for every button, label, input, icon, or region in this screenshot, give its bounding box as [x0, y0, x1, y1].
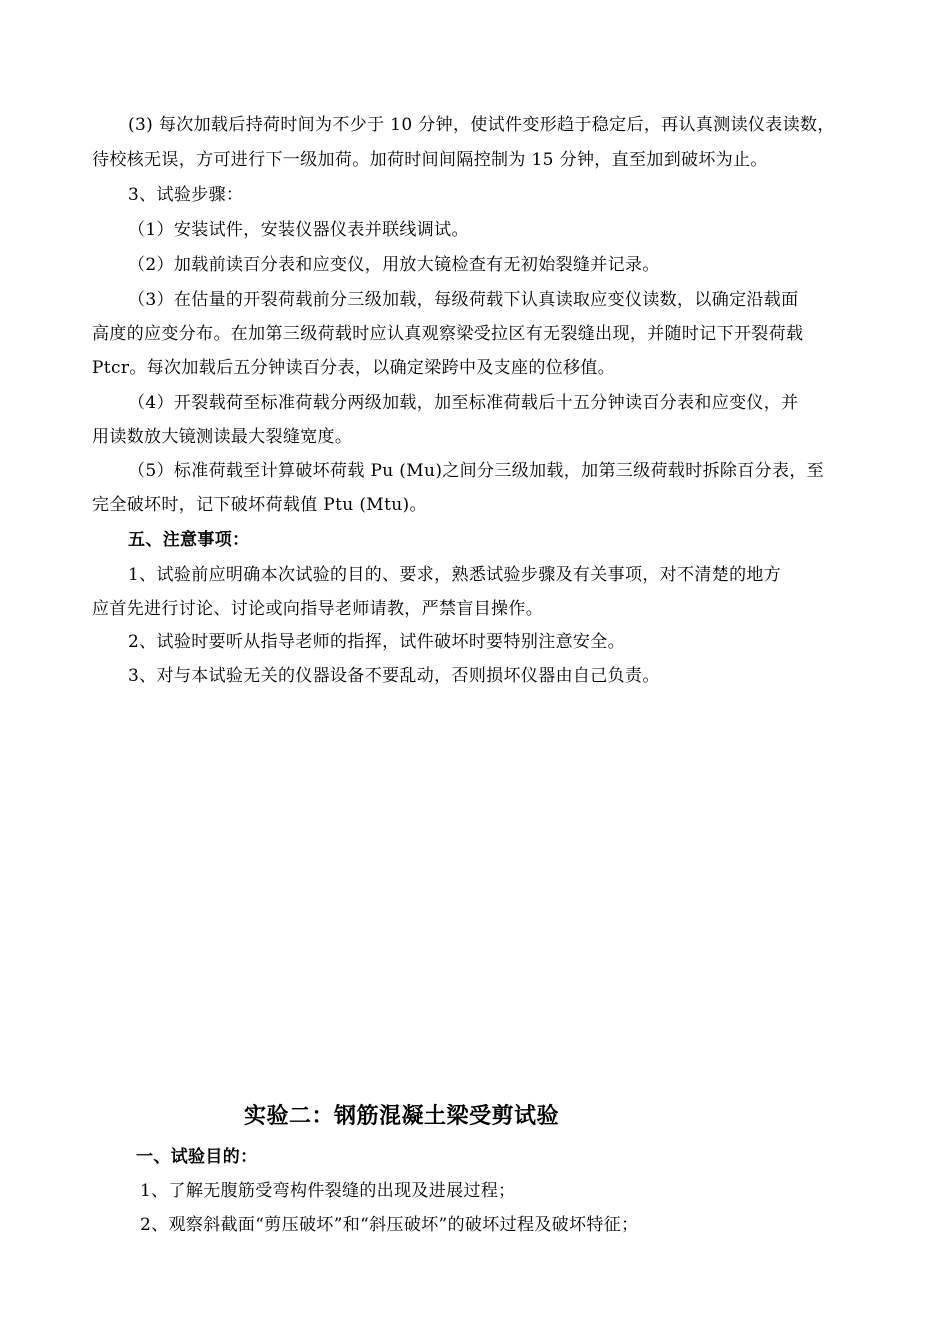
purpose-1: 1、了解无腹筋受弯构件裂缝的出现及进展过程； — [140, 1181, 516, 1201]
notes-heading: 五、注意事项： — [128, 530, 250, 550]
purpose-heading: 一、试验目的： — [136, 1147, 258, 1167]
purpose-2: 2、观察斜截面“剪压破坏”和“斜压破坏”的破坏过程及破坏特征； — [140, 1215, 639, 1235]
note-1-line2: 应首先进行讨论、讨论或向指导老师请教，严禁盲目操作。 — [92, 599, 544, 619]
step-5-line1: （5）标准荷载至计算破坏荷载 Pu (Mu)之间分三级加载，加第三级荷载时拆除百分表，至 — [128, 461, 825, 481]
step-4-line2: 用读数放大镜测读最大裂缝宽度。 — [92, 427, 353, 447]
note-2: 2、试验时要听从指导老师的指挥，试件破坏时要特别注意安全。 — [128, 632, 625, 652]
step-4-line1: （4）开裂载荷至标准荷载分两级加载，加至标准荷载后十五分钟读百分表和应变仪，并 — [128, 393, 799, 413]
item3-line1: (3) 每次加载后持荷时间为不少于 10 分钟，使试件变形趋于稳定后，再认真测读仪表读数， — [128, 115, 835, 135]
experiment-2-title: 实验二：钢筋混凝土梁受剪试验 — [244, 1103, 560, 1129]
note-3: 3、对与本试验无关的仪器设备不要乱动，否则损坏仪器由自己负责。 — [128, 666, 660, 686]
step-2: （2）加载前读百分表和应变仪，用放大镜检查有无初始裂缝并记录。 — [128, 255, 660, 275]
step-3-line1: （3）在估量的开裂荷载前分三级加载，每级荷载下认真读取应变仪读数，以确定沿载面 — [128, 290, 799, 310]
steps-heading: 3、试验步骤： — [128, 185, 244, 205]
note-1-line1: 1、试验前应明确本次试验的目的、要求，熟悉试验步骤及有关事项，对不清楚的地方 — [128, 565, 782, 585]
step-3-line3: Ptcr。每次加载后五分钟读百分表，以确定梁跨中及支座的位移值。 — [92, 358, 616, 378]
step-1: （1）安装试件，安装仪器仪表并联线调试。 — [128, 220, 469, 240]
step-3-line2: 高度的应变分布。在加第三级荷载时应认真观察梁受拉区有无裂缝出现，并随时记下开裂荷载 — [92, 324, 804, 344]
step-5-line2: 完全破坏时，记下破坏荷载值 Ptu (Mtu)。 — [92, 495, 427, 515]
item3-line2: 待校核无误，方可进行下一级加荷。加荷时间间隔控制为 15 分钟，直至加到破坏为止。 — [92, 150, 768, 170]
